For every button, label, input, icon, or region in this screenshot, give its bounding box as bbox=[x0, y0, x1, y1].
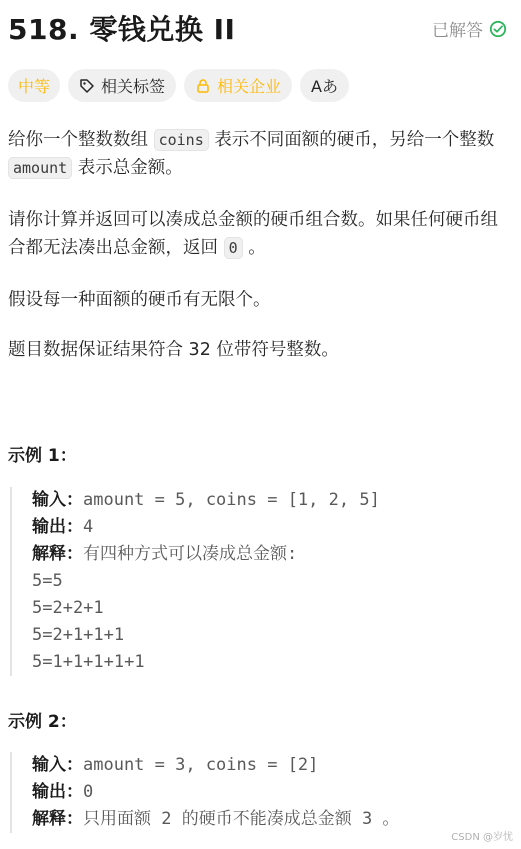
watermark: CSDN @岁忧 bbox=[451, 832, 513, 843]
input-value: amount = 3, coins = [2] bbox=[83, 755, 319, 775]
description-paragraph-4: 题目数据保证结果符合 32 位带符号整数。 bbox=[8, 340, 339, 360]
solved-label: 已解答 bbox=[432, 21, 483, 41]
explanation-line: 5=2+1+1+1 bbox=[32, 625, 125, 645]
solved-status[interactable] bbox=[432, 16, 507, 41]
tag-bar bbox=[8, 69, 349, 102]
explanation-line: 5=2+2+1 bbox=[32, 598, 104, 618]
desc-text: 。 bbox=[248, 238, 266, 258]
explanation-value: 只用面额 2 的硬币不能凑成总金额 3 。 bbox=[83, 809, 400, 829]
inline-code: coins bbox=[154, 129, 209, 151]
output-label: 输出： bbox=[32, 782, 83, 802]
inline-code: 0 bbox=[224, 237, 243, 259]
explanation-line: 5=1+1+1+1+1 bbox=[32, 652, 145, 672]
lock-icon bbox=[195, 78, 211, 94]
description-paragraph-1 bbox=[8, 126, 513, 182]
output-value: 0 bbox=[83, 782, 94, 802]
input-label: 输入： bbox=[32, 490, 83, 510]
explanation-value: 有四种方式可以凑成总金额: bbox=[83, 544, 298, 564]
example-1-block bbox=[10, 487, 512, 676]
example-2-heading: 示例 2： bbox=[8, 712, 77, 732]
explanation-label: 解释： bbox=[32, 809, 83, 829]
desc-text: 表示总金额。 bbox=[77, 158, 183, 178]
example-2-block bbox=[10, 752, 512, 833]
translate-button[interactable] bbox=[300, 69, 349, 102]
input-label: 输入： bbox=[32, 755, 83, 775]
input-value: amount = 5, coins = [1, 2, 5] bbox=[83, 490, 380, 510]
difficulty-tag[interactable]: 中等 bbox=[8, 69, 60, 102]
explanation-label: 解释： bbox=[32, 544, 83, 564]
title-row bbox=[8, 8, 507, 48]
description-paragraph-2 bbox=[8, 206, 513, 262]
output-value: 4 bbox=[83, 517, 94, 537]
desc-text: 表示不同面额的硬币，另给一个整数 bbox=[214, 130, 495, 150]
explanation-line: 5=5 bbox=[32, 571, 63, 591]
related-companies-label: 相关企业 bbox=[217, 77, 282, 96]
related-tags-label: 相关标签 bbox=[101, 77, 166, 96]
desc-text: 请你计算并返回可以凑成总金额的硬币组合数。如果任何硬币组合都无法凑出总金额，返回 bbox=[8, 210, 498, 258]
inline-code: amount bbox=[8, 157, 72, 179]
check-circle-icon bbox=[489, 20, 507, 38]
output-label: 输出： bbox=[32, 517, 83, 537]
translate-icon: Aあ bbox=[311, 77, 338, 96]
description-paragraph-3: 假设每一种面额的硬币有无限个。 bbox=[8, 290, 271, 310]
example-1-heading: 示例 1： bbox=[8, 446, 77, 466]
tag-icon bbox=[79, 78, 95, 94]
problem-title: 518. 零钱兑换 II bbox=[8, 13, 236, 46]
related-tags-button[interactable] bbox=[68, 69, 176, 102]
desc-text: 给你一个整数数组 bbox=[8, 130, 148, 150]
related-companies-button[interactable] bbox=[184, 69, 292, 102]
